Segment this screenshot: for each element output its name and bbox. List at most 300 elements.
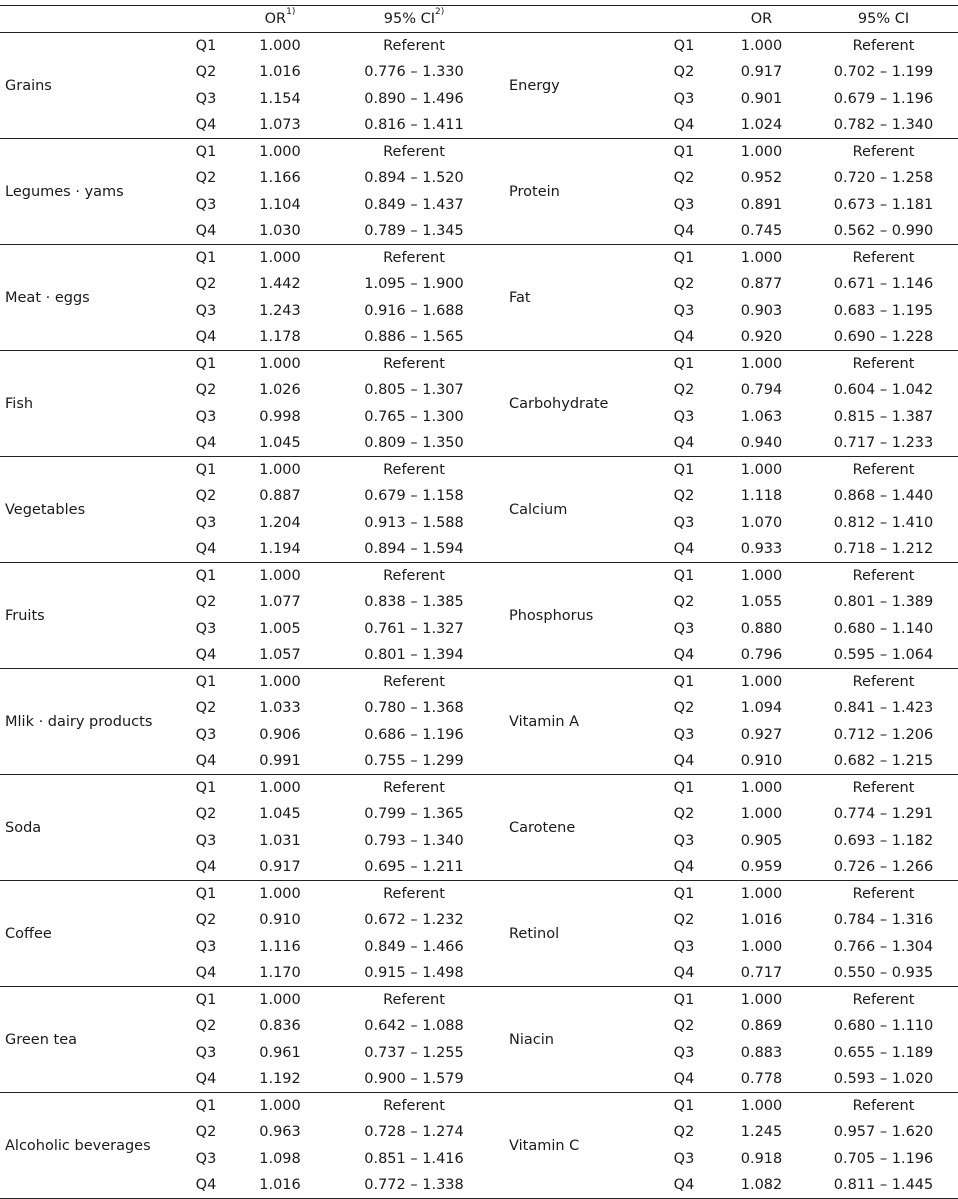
or-value-left: 1.000	[259, 780, 301, 797]
or-value-right: 0.917	[740, 64, 783, 81]
or-value-right: 0.877	[740, 276, 783, 293]
header-blank-right	[504, 6, 654, 33]
or-value-left: 1.204	[259, 514, 301, 531]
ci-value-left: 0.816 – 1.411	[364, 116, 464, 133]
quartile-right: Q4	[673, 434, 695, 451]
quartile-right: Q4	[673, 1176, 695, 1193]
ci-value-left: 0.851 – 1.416	[364, 1150, 464, 1167]
or-value-right: 0.869	[740, 1018, 783, 1035]
quartile-left: Q2	[195, 488, 217, 505]
or-value-left: 1.000	[259, 674, 301, 691]
ci-value-left: Referent	[383, 992, 445, 1009]
or-value-right: 1.000	[740, 38, 783, 55]
or-value-left: 1.077	[259, 594, 301, 611]
nutrient-label: Calcium	[509, 501, 568, 518]
quartile-right: Q1	[673, 780, 695, 797]
ci-value-left: 0.765 – 1.300	[364, 408, 464, 425]
quartile-right: Q4	[673, 222, 695, 239]
ci-value-left: Referent	[383, 1098, 445, 1115]
ci-value-left: 0.849 – 1.466	[364, 938, 464, 955]
table-group	[0, 33, 958, 139]
ci-value-left: Referent	[383, 780, 445, 797]
or-value-left: 0.963	[259, 1124, 301, 1141]
quartile-right: Q2	[673, 594, 695, 611]
ci-value-left: Referent	[383, 674, 445, 691]
quartile-right: Q4	[673, 964, 695, 981]
header-ci-right: 95% CI	[857, 11, 910, 27]
quartile-right: Q3	[673, 514, 695, 531]
or-value-left: 1.026	[259, 382, 301, 399]
ci-value-right: 0.673 – 1.181	[833, 196, 934, 213]
or-value-left: 1.000	[259, 886, 301, 903]
ci-value-left: 0.801 – 1.394	[364, 646, 464, 663]
ci-value-right: 0.720 – 1.258	[833, 170, 934, 187]
ci-value-right: 0.690 – 1.228	[833, 328, 934, 345]
quartile-left: Q4	[195, 858, 217, 875]
quartile-right: Q1	[673, 144, 695, 161]
nutrient-label: Phosphorus	[509, 607, 594, 624]
ci-value-left: Referent	[383, 462, 445, 479]
or-value-left: 1.442	[259, 276, 301, 293]
table-group	[0, 775, 958, 881]
quartile-right: Q1	[673, 886, 695, 903]
header-blank-quartile-left	[176, 6, 236, 33]
ci-value-right: 0.671 – 1.146	[833, 276, 934, 293]
food-group-label: Fish	[5, 395, 34, 412]
ci-value-right: 0.811 – 1.445	[833, 1176, 934, 1193]
quartile-left: Q1	[195, 38, 217, 55]
quartile-right: Q2	[673, 276, 695, 293]
ci-value-left: Referent	[383, 144, 445, 161]
or-value-left: 1.000	[259, 568, 301, 585]
or-value-left: 0.910	[259, 912, 301, 929]
quartile-right: Q4	[673, 752, 695, 769]
quartile-left: Q1	[195, 886, 217, 903]
nutrient-label: Niacin	[509, 1031, 554, 1048]
quartile-right: Q4	[673, 646, 695, 663]
quartile-left: Q1	[195, 462, 217, 479]
ci-value-left: Referent	[383, 250, 445, 267]
quartile-right: Q1	[673, 356, 695, 373]
ci-value-right: 0.680 – 1.110	[833, 1018, 934, 1035]
ci-value-right: 0.593 – 1.020	[833, 1070, 934, 1087]
ci-value-right: 0.679 – 1.196	[833, 90, 934, 107]
ci-value-left: Referent	[383, 568, 445, 585]
nutrient-label: Carbohydrate	[509, 395, 609, 412]
or-value-right: 0.796	[740, 646, 783, 663]
or-value-right: 1.000	[740, 1098, 783, 1115]
ci-value-left: 0.805 – 1.307	[364, 382, 464, 399]
quartile-right: Q1	[673, 674, 695, 691]
quartile-left: Q1	[195, 780, 217, 797]
quartile-right: Q3	[673, 938, 695, 955]
quartile-left: Q3	[195, 1150, 217, 1167]
ci-value-left: 0.780 – 1.368	[364, 700, 464, 717]
header-or-right: OR	[750, 11, 773, 27]
quartile-left: Q1	[195, 1098, 217, 1115]
food-group-label: Alcoholic beverages	[5, 1137, 151, 1154]
or-value-right: 0.717	[740, 964, 783, 981]
table-group	[0, 669, 958, 775]
quartile-left: Q4	[195, 222, 217, 239]
quartile-left: Q2	[195, 1124, 217, 1141]
quartile-right: Q1	[673, 992, 695, 1009]
footnote-marker-2: 2)	[435, 7, 445, 17]
ci-value-left: 0.838 – 1.385	[364, 594, 464, 611]
ci-value-left: 0.642 – 1.088	[364, 1018, 464, 1035]
ci-value-right: Referent	[852, 780, 915, 797]
ci-value-right: 0.957 – 1.620	[833, 1124, 934, 1141]
ci-value-right: 0.718 – 1.212	[833, 540, 934, 557]
or-value-right: 0.880	[740, 620, 783, 637]
ci-value-left: 0.789 – 1.345	[364, 222, 464, 239]
ci-value-left: Referent	[383, 38, 445, 55]
or-value-left: 1.116	[259, 938, 301, 955]
or-value-right: 1.000	[740, 938, 783, 955]
or-value-right: 1.063	[740, 408, 783, 425]
nutrient-label: Carotene	[509, 819, 576, 836]
or-value-right: 0.778	[740, 1070, 783, 1087]
food-group-label: Soda	[5, 819, 42, 836]
ci-value-left: 0.695 – 1.211	[364, 858, 464, 875]
or-value-right: 1.070	[740, 514, 783, 531]
or-value-right: 1.000	[740, 568, 783, 585]
quartile-left: Q2	[195, 912, 217, 929]
food-group-label: Meat · eggs	[5, 289, 90, 306]
table-group	[0, 245, 958, 351]
header-ci-left	[324, 6, 504, 33]
or-value-right: 0.745	[740, 222, 783, 239]
quartile-right: Q1	[673, 1098, 695, 1115]
ci-value-right: 0.562 – 0.990	[833, 222, 934, 239]
footnote-marker-1: 1)	[286, 7, 296, 17]
or-value-left: 1.154	[259, 90, 301, 107]
or-value-left: 1.000	[259, 992, 301, 1009]
quartile-left: Q3	[195, 620, 217, 637]
or-value-right: 1.055	[740, 594, 783, 611]
ci-value-right: 0.774 – 1.291	[833, 806, 934, 823]
quartile-right: Q4	[673, 328, 695, 345]
ci-value-right: 0.604 – 1.042	[833, 382, 934, 399]
quartile-left: Q4	[195, 540, 217, 557]
quartile-left: Q3	[195, 196, 217, 213]
or-value-left: 0.917	[259, 858, 301, 875]
ci-value-right: Referent	[852, 568, 915, 585]
quartile-right: Q2	[673, 170, 695, 187]
quartile-left: Q1	[195, 356, 217, 373]
nutrient-label: Fat	[509, 289, 531, 306]
food-group-label: Vegetables	[5, 501, 86, 518]
or-value-left: 1.000	[259, 1098, 301, 1115]
quartile-right: Q1	[673, 38, 695, 55]
quartile-left: Q2	[195, 806, 217, 823]
quartile-left: Q4	[195, 1176, 217, 1193]
ci-value-right: 0.841 – 1.423	[833, 700, 934, 717]
quartile-left: Q3	[195, 726, 217, 743]
or-value-right: 0.901	[740, 90, 783, 107]
quartile-right: Q1	[673, 568, 695, 585]
ci-value-right: 0.705 – 1.196	[833, 1150, 934, 1167]
quartile-left: Q4	[195, 964, 217, 981]
or-value-right: 0.891	[740, 196, 783, 213]
ci-value-right: Referent	[852, 886, 915, 903]
or-value-left: 1.243	[259, 302, 301, 319]
or-value-left: 0.836	[259, 1018, 301, 1035]
or-value-right: 0.952	[740, 170, 783, 187]
quartile-right: Q1	[673, 462, 695, 479]
ci-value-left: 0.737 – 1.255	[364, 1044, 464, 1061]
ci-value-right: Referent	[852, 250, 915, 267]
nutrient-label: Retinol	[509, 925, 560, 942]
quartile-right: Q4	[673, 540, 695, 557]
or-value-left: 1.104	[259, 196, 301, 213]
or-value-left: 1.000	[259, 38, 301, 55]
quartile-left: Q4	[195, 328, 217, 345]
ci-value-right: 0.655 – 1.189	[833, 1044, 934, 1061]
quartile-left: Q3	[195, 514, 217, 531]
or-value-left: 1.000	[259, 462, 301, 479]
or-value-right: 1.000	[740, 674, 783, 691]
header-or-left	[236, 6, 324, 33]
quartile-left: Q1	[195, 674, 217, 691]
header-row	[0, 6, 958, 33]
table-row	[0, 881, 958, 908]
ci-value-right: 0.683 – 1.195	[833, 302, 934, 319]
or-value-left: 1.194	[259, 540, 301, 557]
quartile-right: Q3	[673, 90, 695, 107]
quartile-left: Q3	[195, 832, 217, 849]
quartile-left: Q2	[195, 382, 217, 399]
ci-value-left: 0.900 – 1.579	[364, 1070, 464, 1087]
or-value-right: 0.883	[740, 1044, 783, 1061]
ci-value-right: 0.550 – 0.935	[833, 964, 934, 981]
ci-value-right: 0.782 – 1.340	[833, 116, 934, 133]
ci-value-right: 0.702 – 1.199	[833, 64, 934, 81]
table-row	[0, 987, 958, 1014]
or-value-left: 1.016	[259, 1176, 301, 1193]
ci-value-right: 0.693 – 1.182	[833, 832, 934, 849]
or-value-left: 1.045	[259, 806, 301, 823]
ci-value-right: 0.595 – 1.064	[833, 646, 934, 663]
or-value-right: 1.094	[740, 700, 783, 717]
ci-value-right: Referent	[852, 992, 915, 1009]
ci-value-right: Referent	[852, 674, 915, 691]
quartile-right: Q3	[673, 620, 695, 637]
or-value-left: 1.031	[259, 832, 301, 849]
table-row	[0, 669, 958, 696]
nutrient-label: Energy	[509, 77, 560, 94]
quartile-right: Q3	[673, 726, 695, 743]
quartile-right: Q2	[673, 382, 695, 399]
ci-value-right: Referent	[852, 462, 915, 479]
quartile-left: Q3	[195, 90, 217, 107]
or-value-right: 1.000	[740, 144, 783, 161]
quartile-left: Q4	[195, 434, 217, 451]
or-value-right: 1.000	[740, 886, 783, 903]
quartile-right: Q3	[673, 302, 695, 319]
quartile-right: Q2	[673, 64, 695, 81]
or-value-right: 0.959	[740, 858, 783, 875]
quartile-right: Q2	[673, 912, 695, 929]
ci-value-right: 0.712 – 1.206	[833, 726, 934, 743]
quartile-right: Q2	[673, 806, 695, 823]
ci-value-right: 0.682 – 1.215	[833, 752, 934, 769]
quartile-left: Q2	[195, 64, 217, 81]
ci-value-left: 0.679 – 1.158	[364, 488, 464, 505]
header-blank-left	[0, 6, 176, 33]
quartile-left: Q1	[195, 144, 217, 161]
or-value-left: 0.991	[259, 752, 301, 769]
or-value-right: 1.000	[740, 356, 783, 373]
quartile-left: Q2	[195, 594, 217, 611]
table-group	[0, 351, 958, 457]
ci-value-left: 0.913 – 1.588	[364, 514, 464, 531]
ci-value-right: 0.680 – 1.140	[833, 620, 934, 637]
ci-value-left: Referent	[383, 886, 445, 903]
or-value-right: 1.000	[740, 462, 783, 479]
ci-value-right: 0.801 – 1.389	[833, 594, 934, 611]
ci-value-left: 0.672 – 1.232	[364, 912, 464, 929]
quartile-right: Q3	[673, 1150, 695, 1167]
quartile-right: Q3	[673, 1044, 695, 1061]
or-value-left: 1.005	[259, 620, 301, 637]
quartile-left: Q2	[195, 170, 217, 187]
food-group-label: Grains	[5, 77, 52, 94]
or-value-right: 0.918	[740, 1150, 783, 1167]
ci-value-left: 0.728 – 1.274	[364, 1124, 464, 1141]
ci-value-left: 0.915 – 1.498	[364, 964, 464, 981]
table-group	[0, 139, 958, 245]
or-value-left: 1.073	[259, 116, 301, 133]
table-row	[0, 1093, 958, 1120]
or-value-right: 0.927	[740, 726, 783, 743]
ci-value-left: 0.849 – 1.437	[364, 196, 464, 213]
ci-value-right: 0.784 – 1.316	[833, 912, 934, 929]
ci-value-left: 0.793 – 1.340	[364, 832, 464, 849]
table-row	[0, 245, 958, 272]
or-value-left: 0.998	[259, 408, 301, 425]
quartile-left: Q3	[195, 1044, 217, 1061]
or-value-left: 1.016	[259, 64, 301, 81]
nutrient-label: Vitamin A	[509, 713, 580, 730]
nutrient-label: Vitamin C	[509, 1137, 580, 1154]
quartile-right: Q2	[673, 1124, 695, 1141]
quartile-left: Q4	[195, 1070, 217, 1087]
ci-value-left: 0.890 – 1.496	[364, 90, 464, 107]
quartile-right: Q4	[673, 858, 695, 875]
ci-value-left: 0.894 – 1.520	[364, 170, 464, 187]
table-group	[0, 1093, 958, 1199]
or-value-left: 0.887	[259, 488, 301, 505]
ci-value-right: 0.717 – 1.233	[833, 434, 934, 451]
ci-value-left: 0.772 – 1.338	[364, 1176, 464, 1193]
table-group	[0, 987, 958, 1093]
quartile-left: Q4	[195, 752, 217, 769]
or-value-right: 0.920	[740, 328, 783, 345]
or-value-right: 1.000	[740, 806, 783, 823]
ci-value-left: 1.095 – 1.900	[364, 276, 464, 293]
ci-value-right: Referent	[852, 1098, 915, 1115]
or-value-left: 1.000	[259, 144, 301, 161]
quartile-right: Q3	[673, 196, 695, 213]
or-value-left: 0.906	[259, 726, 301, 743]
ci-value-right: 0.815 – 1.387	[833, 408, 934, 425]
table-row	[0, 457, 958, 484]
quartile-left: Q4	[195, 646, 217, 663]
table-row	[0, 33, 958, 60]
ci-value-left: Referent	[383, 356, 445, 373]
or-value-left: 1.170	[259, 964, 301, 981]
quartile-left: Q3	[195, 938, 217, 955]
table-group	[0, 881, 958, 987]
or-value-right: 1.245	[740, 1124, 783, 1141]
ci-value-right: 0.812 – 1.410	[833, 514, 934, 531]
food-group-label: Mlik · dairy products	[5, 713, 153, 730]
quartile-right: Q3	[673, 832, 695, 849]
ci-value-right: 0.868 – 1.440	[833, 488, 934, 505]
or-value-left: 1.057	[259, 646, 301, 663]
nutrient-label: Protein	[509, 183, 560, 200]
or-value-left: 1.045	[259, 434, 301, 451]
ci-value-left: 0.761 – 1.327	[364, 620, 464, 637]
food-group-label: Fruits	[5, 607, 45, 624]
table-group	[0, 457, 958, 563]
or-value-left: 1.166	[259, 170, 301, 187]
quartile-left: Q2	[195, 700, 217, 717]
food-group-label: Coffee	[5, 925, 52, 942]
or-value-left: 0.961	[259, 1044, 301, 1061]
quartile-right: Q2	[673, 700, 695, 717]
or-value-left: 1.098	[259, 1150, 301, 1167]
or-value-left: 1.030	[259, 222, 301, 239]
or-value-right: 1.000	[740, 250, 783, 267]
quartile-right: Q4	[673, 1070, 695, 1087]
food-group-label: Green tea	[5, 1031, 78, 1048]
quartile-left: Q2	[195, 276, 217, 293]
ci-value-right: 0.726 – 1.266	[833, 858, 934, 875]
quartile-left: Q1	[195, 250, 217, 267]
or-value-right: 0.910	[740, 752, 783, 769]
ci-value-left: 0.776 – 1.330	[364, 64, 464, 81]
or-value-right: 1.000	[740, 780, 783, 797]
table-row	[0, 351, 958, 378]
or-value-left: 1.178	[259, 328, 301, 345]
header-ci-left-text: 95% CI	[383, 11, 435, 27]
table-row	[0, 139, 958, 166]
quartile-left: Q2	[195, 1018, 217, 1035]
or-value-left: 1.000	[259, 250, 301, 267]
ci-value-right: Referent	[852, 38, 915, 55]
quartile-right: Q2	[673, 1018, 695, 1035]
quartile-right: Q3	[673, 408, 695, 425]
ci-value-left: 0.686 – 1.196	[364, 726, 464, 743]
or-value-right: 0.905	[740, 832, 783, 849]
or-value-left: 1.192	[259, 1070, 301, 1087]
or-value-right: 0.940	[740, 434, 783, 451]
quartile-right: Q2	[673, 488, 695, 505]
ci-value-left: 0.886 – 1.565	[364, 328, 464, 345]
quartile-left: Q1	[195, 992, 217, 1009]
or-value-right: 0.933	[740, 540, 783, 557]
ci-value-right: 0.766 – 1.304	[833, 938, 934, 955]
or-value-right: 1.024	[740, 116, 783, 133]
quartile-left: Q4	[195, 116, 217, 133]
table-row	[0, 563, 958, 590]
ci-value-left: 0.755 – 1.299	[364, 752, 464, 769]
ci-value-left: 0.916 – 1.688	[364, 302, 464, 319]
or-value-right: 0.794	[740, 382, 783, 399]
or-value-right: 0.903	[740, 302, 783, 319]
